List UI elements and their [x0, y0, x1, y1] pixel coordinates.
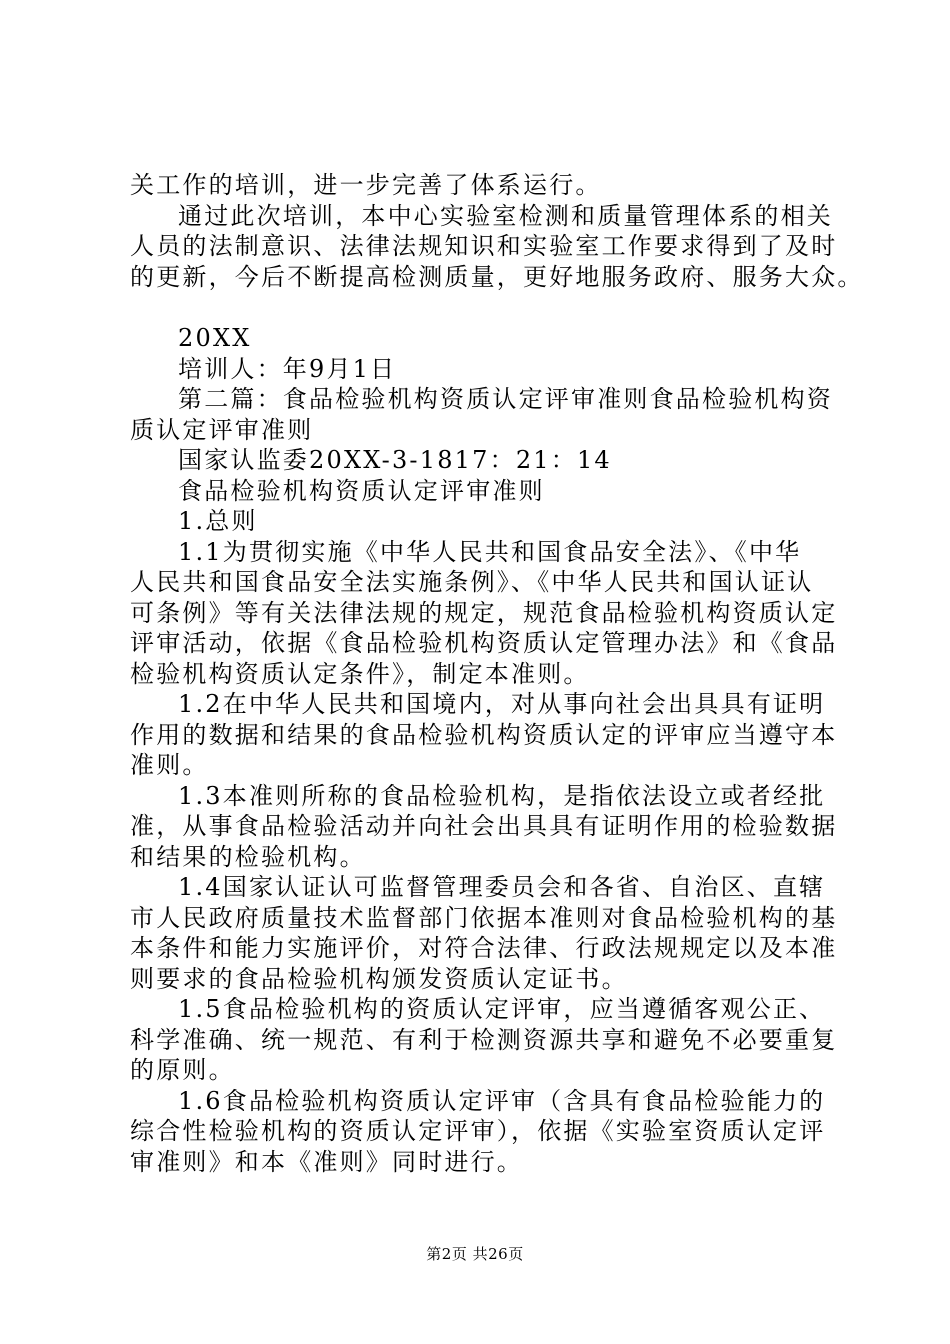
paragraph-line: 作用的数据和结果的食品检验机构资质认定的评审应当遵守本: [130, 720, 838, 749]
paragraph-line: 则要求的食品检验机构颁发资质认定证书。: [130, 964, 628, 993]
paragraph-line: 市人民政府质量技术监督部门依据本准则对食品检验机构的基: [130, 903, 838, 932]
section-heading: 第二篇：食品检验机构资质认定评审准则食品检验机构资: [178, 385, 833, 413]
paragraph-gap: [130, 292, 830, 323]
publisher-line: 国家认监委20XX-3-1817：21：14: [178, 446, 612, 474]
paragraph-line: 审准则》和本《准则》同时进行。: [130, 1147, 523, 1176]
paragraph-line: 人民共和国食品安全法实施条例》、《中华人民共和国认证认: [130, 568, 814, 596]
paragraph-line: 可条例》等有关法律法规的规定，规范食品检验机构资质认定: [130, 598, 838, 627]
section-heading-cont: 质认定评审准则: [130, 415, 314, 444]
paragraph-line: 1.4国家认证认可监督管理委员会和各省、自治区、直辖: [178, 873, 826, 901]
paragraph-line: 科学准确、统一规范、有利于检测资源共享和避免不必要重复: [130, 1025, 838, 1054]
paragraph-line: 人员的法制意识、法律法规知识和实验室工作要求得到了及时: [130, 232, 838, 260]
paragraph-line: 准，从事食品检验活动并向社会出具具有证明作用的检验数据: [130, 812, 838, 840]
paragraph-line: 和结果的检验机构。: [130, 842, 366, 871]
year-line: 20XX: [178, 324, 252, 352]
trainer-line: 培训人：年9月1日: [178, 354, 397, 383]
paragraph-line: 的原则。: [130, 1056, 235, 1084]
paragraph-line: 的更新，今后不断提高检测质量，更好地服务政府、服务大众。: [130, 262, 864, 291]
paragraph-line: 检验机构资质认定条件》，制定本准则。: [130, 659, 590, 688]
document-body: [130, 170, 864, 1177]
paragraph-line: 准则。: [130, 751, 209, 779]
paragraph-line: 1.2在中华人民共和国境内，对从事向社会出具具有证明: [178, 690, 826, 718]
paragraph-line: 1.1为贯彻实施《中华人民共和国食品安全法》、《中华: [178, 537, 802, 566]
paragraph-line: 通过此次培训，本中心实验室检测和质量管理体系的相关: [178, 201, 833, 230]
paragraph-line: 关工作的培训，进一步完善了体系运行。: [130, 171, 602, 199]
page-footer: 第2页 共26页: [426, 1245, 524, 1263]
paragraph-line: 1.3本准则所称的食品检验机构，是指依法设立或者经批: [178, 781, 826, 810]
document-title: 食品检验机构资质认定评审准则: [178, 476, 545, 505]
paragraph-line: 1.6食品检验机构资质认定评审（含具有食品检验能力的: [178, 1086, 826, 1115]
paragraph-line: 评审活动，依据《食品检验机构资质认定管理办法》和《食品: [130, 629, 838, 657]
paragraph-line: 1.5食品检验机构的资质认定评审，应当遵循客观公正、: [178, 995, 826, 1023]
paragraph-line: 综合性检验机构的资质认定评审），依据《实验室资质认定评: [130, 1117, 826, 1145]
chapter-heading: 1.总则: [178, 507, 258, 535]
paragraph-line: 本条件和能力实施评价，对符合法律、行政法规规定以及本准: [130, 934, 838, 962]
